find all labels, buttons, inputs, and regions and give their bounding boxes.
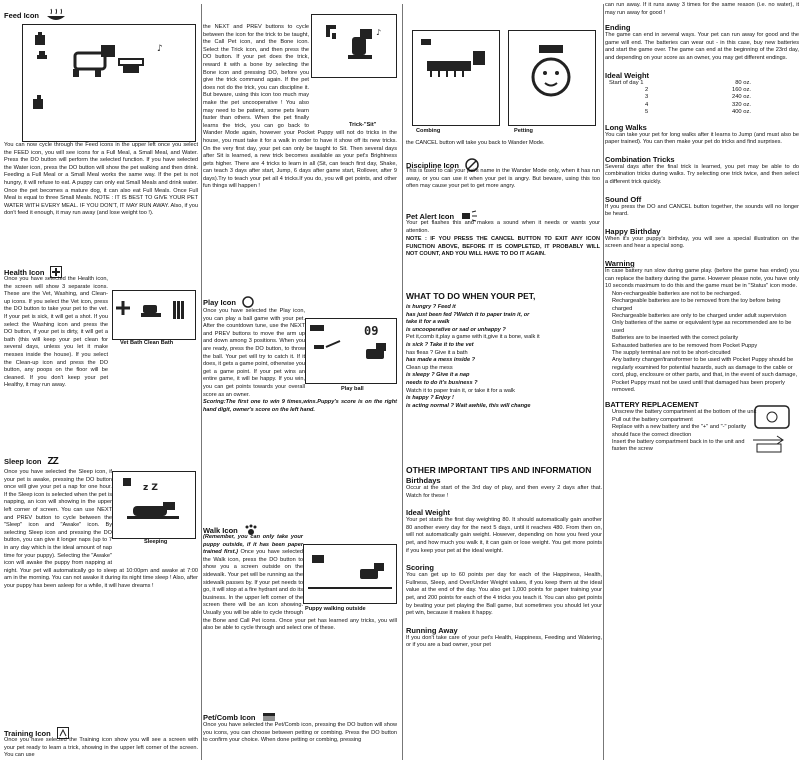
list-item: • Only batteries of the same or equivalent type as recommended are to be used xyxy=(612,320,799,335)
table-row xyxy=(605,109,755,116)
walk-heading-text: Walk Icon xyxy=(203,525,238,535)
battery-diagram-icon xyxy=(747,400,797,456)
play-text: Once you have selected the Play icon, you can play a ball game with your pet. After the countdown tune, use the NEXT and PREV buttons to move the arm up and down among 3 positions. When you are ready, press the DO button, to throw the ball. Your pet will try to catch it. If it does, it gets a game point, otherwise you get a game point. If your pet wins an entire game, it will be happy. If you win, you can get points towards your overall score as an owner. xyxy=(203,308,305,398)
whattodo-line: is uncooperative or sad or unhappy ? xyxy=(406,326,506,333)
walk-float-spacer xyxy=(303,534,397,614)
column-divider xyxy=(201,4,202,760)
birthdays-text: Occur at the start of the 3rd day of play, and then every 2 days after that. Watch for these ! xyxy=(406,485,602,499)
list-item: • Batteries are to be inserted with the correct polarity xyxy=(612,335,799,342)
sleep-heading-text: Sleep Icon xyxy=(4,457,42,466)
whattodo-line: is hungry ? Feed it xyxy=(406,304,456,310)
weight-value: 80 oz. xyxy=(735,79,751,86)
play-ball-icon xyxy=(242,296,254,308)
training-section xyxy=(4,727,200,764)
weight-value: 240 oz. xyxy=(731,94,751,101)
trick-float-spacer xyxy=(309,24,397,128)
whattodo-line: has made a mess inside ? xyxy=(406,357,476,364)
runaway-heading: Running Away xyxy=(406,625,458,635)
whattodo-line: has fleas ? Give it a bath xyxy=(406,349,468,356)
sleep-section xyxy=(4,457,200,725)
walk-caption: Puppy walking outside xyxy=(305,606,366,612)
column-4 xyxy=(605,0,799,764)
tips-heading: OTHER IMPORTANT TIPS AND INFORMATION xyxy=(406,466,592,475)
weight-value: 400 oz. xyxy=(731,109,751,116)
discipline-heading-text: Discipline Icon xyxy=(406,160,459,170)
combo-heading: Combination Tricks xyxy=(605,154,675,164)
list-item: • Replace with a new battery and the "+" and "-" polarity should face the correct direction xyxy=(612,424,759,439)
petalert-text: Your pet flashes this and makes a sound when it needs or wants your attention. xyxy=(406,220,600,234)
weight-day: 2 xyxy=(645,86,649,93)
walk-text: Once you have selected the Walk icon, press the DO button to show you a screen outside on the sidewalk. Your pet will be running as the sidewalk passes by. If your pet needs to go, it will stop at a fire hydrant and do its business. In the upper left corner of the screen there will be an icon showing. Usually you will be able to cycle through the Bone and Call Pet icons. Once your pet has learned any tricks, you will also be able to cycle through and select one of these. xyxy=(203,549,397,632)
weight-day: 5 xyxy=(645,109,649,116)
list-item: • Rechargeable batteries are only to be charged under adult supervision xyxy=(612,313,799,320)
whattodo-list xyxy=(406,304,602,410)
table-row xyxy=(605,102,755,109)
trick-sit-caption: Trick-"Sit" xyxy=(349,122,377,128)
list-item: • Insert the battery compartment back in to the unit and fasten the screw xyxy=(612,439,759,454)
weight-table xyxy=(605,80,755,117)
whattodo-section xyxy=(406,292,602,464)
ending-text: The game can end in several ways. Your pet can run away for good and the game will end. The batteries can wear out - in this case, buy new batteries and start the game over. The game can end at the beginning of the 23rd day, and depending on your score as an owner, you may get different endings. xyxy=(605,32,799,61)
birthdays-heading: Birthdays xyxy=(406,476,441,485)
petting-lcd-screen xyxy=(509,31,595,125)
feed-note-icon: ♪ xyxy=(157,44,163,54)
whattodo-line: take it for a walk xyxy=(406,319,450,326)
idealweight-text: Your pet starts the first day weighting 80. It should automatically gain another 80 another every day for the next 5 days, until it reaches 480. From then on, will not automatically gain weight. However, depending on how you feed your pet, and how much you walk it, it can gain or lose weight. You get more points if you keep your pet at the ideal weight. xyxy=(406,517,602,554)
walk-section xyxy=(203,524,399,674)
combing-illustration xyxy=(412,30,500,126)
discipline-text: This is used to call your pet's name in the Wander Mode only, when it has run away, or you can use it when your pet is angry. But beware, using this too often may cause your pet to get more angry. xyxy=(406,168,600,190)
play-heading-text: Play Icon xyxy=(203,297,236,307)
whattodo-line: is sleepy ? Give it a nap xyxy=(406,372,470,379)
scoring-heading: Scoring xyxy=(406,563,434,573)
sleep-heading xyxy=(4,457,200,466)
petting-caption: Petting xyxy=(514,128,533,134)
svg-text:z Z: z Z xyxy=(143,483,158,493)
column-3 xyxy=(406,0,602,764)
ending-heading: Ending xyxy=(605,23,631,33)
column-divider xyxy=(603,4,604,760)
tips-section xyxy=(406,466,602,764)
health-lcd-screen xyxy=(113,291,195,339)
feed-illustration xyxy=(22,24,196,142)
list-item: • The supply terminal are not to be short-circuited xyxy=(612,350,799,357)
list-item: • Any battery changer/transformer to be used with Pocket Puppy should be regularly examined for potential hazards, such as damage to the cable or cord, plug, enclosure or other parts, and that, in the event of such damage, Pocket Puppy must not be used until that damaged has been properly removed. xyxy=(612,357,799,394)
table-row xyxy=(605,87,755,94)
petcomb-text: Once you have selected the Pet/Comb icon, pressing the DO button will show you icons, you can choose between petting or combing. Press the DO button to confirm your choice. When done petting or combing, pressing xyxy=(203,722,397,744)
whattodo-line: Watch it to paper train it, or take it for a walk xyxy=(406,387,515,394)
feed-heading xyxy=(4,8,200,22)
play-score-display: 09 xyxy=(364,324,379,338)
walk-text-wrap xyxy=(203,534,397,633)
training-text: Once you have selected the Training icon show you will see a screen with your pet ready to learn a trick, showing in the upper left corner of the screen. You can use xyxy=(4,737,198,759)
whattodo-line: is acting normal ? Wait awhile, this will change xyxy=(406,402,531,409)
training-cont-section xyxy=(203,4,399,292)
list-item: • Exhausted batteries are to be removed from Pocket Puppy xyxy=(612,343,799,350)
combo-text: Several days after the final trick is learned, you pet may be able to do combination tricks during walks. Try selecting one trick twice, and then select a different trick quickly. xyxy=(605,163,799,185)
petcomb-illustrations xyxy=(406,4,602,154)
runaway-cont-text: can run away. If it runs away 3 times for the same reason (i.e. no water), it may run away for good ! xyxy=(605,2,799,16)
feed-bowl-icon xyxy=(45,8,67,22)
petalert-heading-text: Pet Alert Icon xyxy=(406,211,455,221)
soundoff-text: If you press the DO and CANCEL button together, the sounds will no longer be heard. xyxy=(605,203,799,218)
petcomb-heading xyxy=(203,712,399,722)
sleep-text: Once you have selected the Sleep icon, if your pet is awake, pressing the DO button once will give your pet a nap for one hour. If the Sleep icon is selected when the pet is napping, an icon will showing in the upper left corner of screen. You can use NEXT and PREV button to cycle between the "Sleep" icon and "Awake" icon. By selecting Sleep icon and pressing the DO button, you can give it longer naps (up to 7 in any day which is the ideal amount of nap time for your puppy). Selecting the "Awake" icon will awake the puppy from napping at night. Your pet will automatically go to sleep at 10:00pm and awake at 7:00 am in the morning. You can not awake it during its night time sleep ! Also, after your puppy has been asleep for a while, it will have dreams ! xyxy=(4,469,198,589)
warning-list xyxy=(605,291,799,395)
sleep-text-wrap xyxy=(4,469,198,591)
weight-value: 160 oz. xyxy=(731,86,751,93)
combing-lcd-screen xyxy=(413,31,499,125)
list-item: • Pull out the battery compartment xyxy=(612,417,759,424)
petting-illustration xyxy=(508,30,596,126)
battery-heading: BATTERY REPLACEMENT xyxy=(605,400,699,410)
svg-text:♪: ♪ xyxy=(376,28,382,37)
feed-section xyxy=(4,8,200,263)
whattodo-line: is happy ? Enjoy ! xyxy=(406,395,454,402)
weight-table-heading: Ideal Weight xyxy=(605,70,650,80)
sleep-zzz-icon: ZZ xyxy=(47,457,58,467)
combing-caption: Combing xyxy=(416,128,441,134)
play-scoring-note: Scoring:The first one to win 9 times,wins.Puppy's score is on the right hand digit, owner's score on the left hand. xyxy=(203,399,397,413)
weight-day: Start of day 1 xyxy=(609,79,644,86)
warning-heading: Warning xyxy=(605,258,635,268)
feed-lcd-screen xyxy=(23,25,195,141)
whattodo-line: is sick ? Take it to the vet xyxy=(406,341,474,348)
scoring-text: You can get up to 60 points per day for each of the Happiness, Health, Fullness, Sleep, and Over/Under Weight values, if you keep them at the ideal value at the end of the day. You also get 1,000 points for paper training your pet, and 200 points for each of the 4 tricks you teach it. You can also get points by beating your pet playing the Ball game, but sometimes you should let your pet win, because it makes it happy. xyxy=(406,572,602,617)
weight-day: 4 xyxy=(645,101,649,108)
whattodo-line: has just been fed ?Watch it to paper train it, or xyxy=(406,311,530,318)
birthday-text: When it's your puppy's birthday, you will see a special illustration on the screen and hear a special song. xyxy=(605,235,799,250)
weight-day: 3 xyxy=(645,94,649,101)
whattodo-line: Clean up the mess xyxy=(406,364,453,371)
training-heading-text: Training Icon xyxy=(4,728,51,738)
column-2 xyxy=(203,0,399,764)
health-heading-text: Health Icon xyxy=(4,267,45,277)
play-section xyxy=(203,296,399,510)
battery-list xyxy=(605,409,759,453)
longwalks-heading: Long Walks xyxy=(605,122,647,132)
training-cont-wrap xyxy=(203,24,397,191)
sleep-caption: Sleeping xyxy=(144,539,168,545)
petcomb-heading-text: Pet/Comb Icon xyxy=(203,712,256,722)
training-cont-text: the NEXT and PREV buttons to cycle between the icon for the trick to be taught, the Call Pet icon, and the Bone icon. Select the Trick icon, and then press the DO button. If your pet does the trick, reward it with a bone by selecting the Bone icon and pressing DO, before you give the trick command again. If the pet does not do the trick, you can discipline it. But beware, using this icon too much may make the pet uncooperative ! You also may need to be patient, some pets learn faster than others. When the pet finally learns the trick, you can go back to Wander Mode again, however your Pocket Puppy will not do tricks in the house, you must take it for a walk in order to have it show off its new tricks. On the very first day, your pet can only be taught to Sit. Then several days after Sit is learned, a new trick becomes available as your pet's Brightness gets higher. There are 4 tricks to learn in all (Sit, can teach first day, Shake, can teach 3 days after start, Jump, 6 days after game start, Rollover, after 9 days).Try to teach your pet all 4 tricks.If you do, you will get points, and other fun things will happen ! xyxy=(203,24,397,190)
discipline-section xyxy=(406,158,602,208)
table-row xyxy=(605,80,755,87)
health-caption: Vet Bath Clean Bath xyxy=(120,340,174,346)
petalert-section xyxy=(406,210,602,290)
petcomb-section xyxy=(203,712,399,764)
list-item: • Non-rechargeable batteries are not to be recharged. xyxy=(612,291,799,298)
whattodo-heading: WHAT TO DO WHEN YOUR PET, xyxy=(406,292,536,301)
weight-value: 320 oz. xyxy=(731,101,751,108)
play-float-spacer xyxy=(305,308,397,394)
feed-text: You can now cycle through the Feed icons in the upper left once you select the FEED icon, you will see icons for a Full Meal, a Small Meal, and Water. Press the DO button will perform the selected function. If you have selected the Water icon, press the DO button will show the pet walking and then drink. Feeding a Full Meal or a Small Meal works the same way. If the pet is not hungry, it will refuse to eat. A puppy can only eat Small Meals and drink water. Once the pet becomes a mature dog, it can also eat Full Meals. Once Full Meal is equal to three Small Meals. NOTE : IT IS BEST TO GIVE YOUR PET WATER WITH EVERY MEAL. IF YOU DON'T, IT MAY RUN AWAY. Also, if you don't feed it enough, it may run away (and lose weight too !). xyxy=(4,142,198,217)
walk-note: (Remember, you can only take your puppy outside, if it has been paper trained first.) xyxy=(203,534,303,556)
whattodo-line: needs to do it's business ? xyxy=(406,379,478,386)
petalert-note: NOTE : IF YOU PRESS THE CANCEL BUTTON TO EXIT ANY ICON FUNCTION ABOVE, BEFORE IT IS COMPLETED, IT PROBABLY WILL NOT COUNT, AND YOU WILL HAVE TO DO IT AGAIN. xyxy=(406,236,600,258)
whattodo-line: Pet it,comb it,play a game with it,give it a bone, walk it xyxy=(406,334,540,341)
column-4-flow xyxy=(605,2,799,762)
health-section xyxy=(4,266,200,454)
idealweight-heading: Ideal Weight xyxy=(406,508,451,518)
health-text: Once you have selected the Health icon, the screen will show 3 separate icons. These are the Vet, Washing, and Clean-up icons. If you select the Vet icon, press the DO button to take your pet to the vet. If your pet is sick, it will get a shot. If you select the Washing icon and press the DO button, if your pet is dirty, it will get a bath (this will keep your pet clean for several days, unless you let it make messes inside the house). If you select the Clean-up icon and press the DO button, any poops on the floor will be cleaned. If you don't keep your pet Healthy, it may run away. xyxy=(4,276,108,389)
list-item: • Rechargeable batteries are to be removed from the toy before being charged xyxy=(612,298,799,313)
play-text-wrap xyxy=(203,308,397,414)
battery-section xyxy=(605,400,799,453)
petcomb-cont-text: the CANCEL button will take you back to Wander Mode. xyxy=(406,140,545,146)
table-row xyxy=(605,94,755,101)
runaway-text: If you don't take care of your pet's Health, Happiness, Feeding and Watering, or if you are a bad owner, your pet xyxy=(406,634,602,649)
feed-heading-text: Feed Icon xyxy=(4,10,40,20)
birthday-heading: Happy Birthday xyxy=(605,226,661,236)
warning-text: In case battery run slow during game play. (before the game has ended) you can replace the battery during the game. However please note, you have only 10 seconds maximum to do this and the game must be in "Status" icon mode. xyxy=(605,267,799,290)
soundoff-heading: Sound Off xyxy=(605,194,642,204)
longwalks-text: You can take your pet for long walks after it learns to Jump (and must also be paper trained). You can then make your pet do tricks and find surprises. xyxy=(605,131,799,146)
column-1 xyxy=(4,0,200,764)
play-heading xyxy=(203,296,399,308)
comb-icon xyxy=(262,712,276,722)
play-caption: Play ball xyxy=(341,386,364,392)
sleep-float-spacer xyxy=(112,469,198,561)
column-divider xyxy=(402,4,403,760)
health-illustration xyxy=(112,290,196,340)
list-item: • Unscrew the battery compartment at the bottom of the unit xyxy=(612,409,759,416)
